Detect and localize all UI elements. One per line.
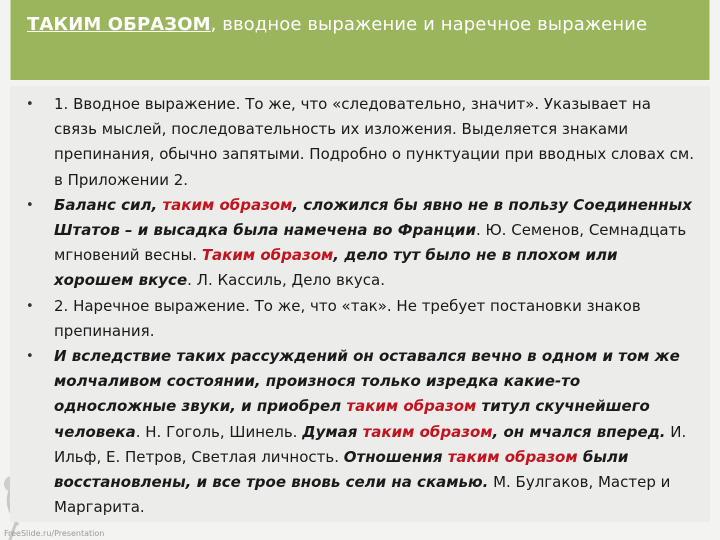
example-text: И вследствие таких рассуждений он оставался вечно в одном и том же молчаливом состоянии, произнося только изредка какие-то односложные звуки, и приобрел xyxy=(54,347,680,416)
content-panel xyxy=(10,86,710,522)
bullet-icon: • xyxy=(26,197,34,213)
highlight-phrase: таким образом xyxy=(447,447,578,466)
highlight-phrase: таким образом xyxy=(362,422,493,441)
title-main: ТАКИМ ОБРАЗОМ xyxy=(27,14,211,35)
source-citation: И. Ильф, Е. Петров, Светлая личность. xyxy=(54,422,687,466)
example-text: , сложился бы явно не в пользу Соединенных Штатов – и высадка была намечена во Франции xyxy=(54,195,692,240)
highlight-phrase: таким образом xyxy=(346,397,477,416)
bullet-list xyxy=(22,92,696,520)
bullet-icon: • xyxy=(26,97,34,112)
example-text: Отношения xyxy=(343,447,448,466)
title-bar xyxy=(10,0,710,80)
page-title xyxy=(27,14,693,35)
source-citation: . Ю. Семенов, Семнадцать мгновений весны. xyxy=(54,221,687,265)
list-item-4 xyxy=(22,344,696,520)
item-text: 1. Вводное выражение. То же, что «следовательно, значит». Указывает на связь мыслей, последовательность их изложения. Выделяется знаками препинания, обычно запятыми. Подробно о пунктуации при вводных словах см. в Приложении 2. xyxy=(54,95,694,189)
list-item-2 xyxy=(22,193,696,294)
example-text: титул скучнейшего человека xyxy=(54,397,650,441)
source-citation: М. Булгаков, Мастер и Маргарита. xyxy=(54,473,671,517)
example-text: , дело тут было не в плохом или хорошем вкусе xyxy=(54,246,618,290)
title-rest: , вводное выражение и наречное выражение xyxy=(210,14,648,35)
source-citation: . Л. Кассиль, Дело вкуса. xyxy=(187,271,385,290)
highlight-phrase: таким образом xyxy=(162,195,293,214)
bullet-icon: • xyxy=(26,298,34,314)
example-text: были восстановлены, и все трое вновь сели на скамью. xyxy=(54,447,629,492)
source-citation: . Н. Гоголь, Шинель. xyxy=(135,422,303,441)
highlight-phrase: Таким образом xyxy=(201,246,334,265)
example-text: Думая xyxy=(302,422,363,441)
item-text: 2. Наречное выражение. То же, что «так». Не требует постановки знаков препинания. xyxy=(54,296,641,340)
example-text: Баланс сил, xyxy=(54,195,163,214)
list-item-1 xyxy=(22,92,696,193)
list-item-3 xyxy=(22,294,696,344)
bullet-icon: • xyxy=(26,349,34,365)
example-text: , он мчался вперед. xyxy=(492,422,666,441)
watermark: FreeSlide.ru/Presentation xyxy=(4,529,105,538)
